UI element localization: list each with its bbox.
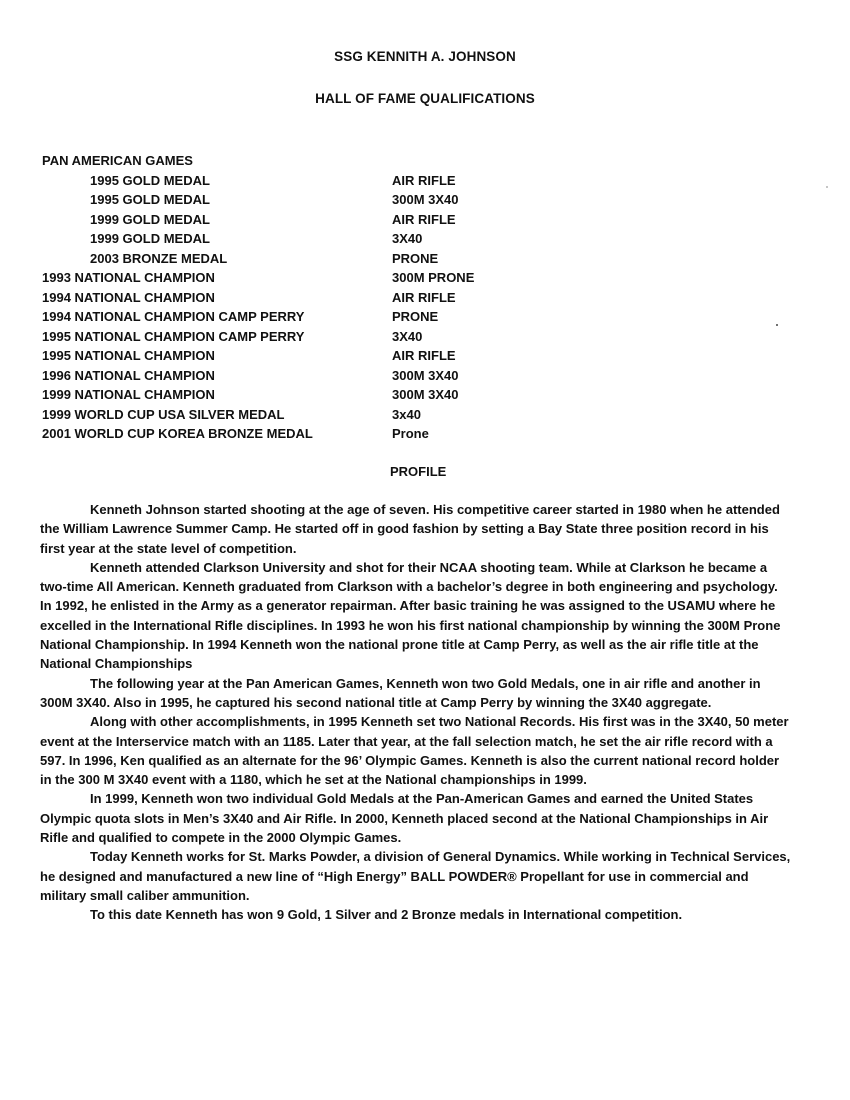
- qualification-event: 300M 3X40: [392, 387, 459, 402]
- qualification-row: [42, 288, 522, 308]
- qualification-row: [42, 327, 522, 347]
- profile-body: [40, 500, 792, 925]
- qualification-event: 3X40: [392, 328, 423, 344]
- qualification-event: 3x40: [392, 406, 421, 422]
- qualification-event: 300M PRONE: [392, 270, 475, 285]
- qualification-event: PRONE: [392, 250, 439, 266]
- scan-speck: [776, 324, 778, 326]
- profile-paragraph: The following year at the Pan American Games, Kenneth won two Gold Medals, one in air rifle and another in 300M 3X40. Also in 1995, he captured his second national title at Camp Perry by winning the 3X40 aggregate.: [40, 675, 761, 710]
- qualification-row: [42, 268, 522, 288]
- qualification-row: [42, 307, 522, 327]
- qualification-event: 300M 3X40: [392, 367, 459, 383]
- qualification-row: [42, 171, 522, 191]
- qualification-event: 300M 3X40: [392, 192, 459, 207]
- profile-paragraph: Kenneth attended Clarkson University and shot for their NCAA shooting team. While at Clarkson he became a two-time All American. Kenneth graduated from Clarkson with a bachelor’s degree in both engineering and psychology. In 1992, he enlisted in the Army as a generator repairman. After basic training he was assigned to the USAMU where he excelled in the International Rifle disciplines. In 1993 he won his first national championship by winning the 300M Prone National Championship. In 1994 Kenneth won the national prone title at Camp Perry, as well as the air rifle title at the National Championships: [40, 559, 781, 672]
- qualification-award: 2001 WORLD CUP KOREA BRONZE MEDAL: [42, 426, 313, 441]
- qualification-row: [42, 405, 522, 425]
- qualification-award: 1999 GOLD MEDAL: [90, 231, 210, 246]
- qualifications-list: [42, 151, 522, 444]
- page-subtitle: HALL OF FAME QUALIFICATIONS: [315, 91, 535, 106]
- qualification-event: AIR RIFLE: [392, 348, 456, 363]
- qualification-award: 1996 NATIONAL CHAMPION: [42, 367, 215, 383]
- qualification-event: 3X40: [392, 231, 423, 246]
- qualification-award: 1995 NATIONAL CHAMPION CAMP PERRY: [42, 328, 305, 344]
- qualification-row: [42, 366, 522, 386]
- qualification-award: 1999 NATIONAL CHAMPION: [42, 387, 215, 402]
- qualification-award: 2003 BRONZE MEDAL: [90, 250, 228, 266]
- qualification-event: AIR RIFLE: [392, 172, 456, 188]
- page-title: SSG KENNITH A. JOHNSON: [334, 49, 516, 64]
- profile-paragraph: In 1999, Kenneth won two individual Gold Medals at the Pan-American Games and earned the United States Olympic quota slots in Men’s 3X40 and Air Rifle. In 2000, Kenneth placed second at the National Championships in Air Rifle and qualified to compete in the 2000 Olympic Games.: [40, 791, 769, 846]
- qualification-row: [42, 229, 522, 249]
- qualification-event: Prone: [392, 426, 429, 441]
- qualifications-rows: [42, 171, 522, 444]
- qualification-award: 1995 NATIONAL CHAMPION: [42, 348, 215, 363]
- profile-paragraph: To this date Kenneth has won 9 Gold, 1 Silver and 2 Bronze medals in International competition.: [90, 907, 683, 923]
- qualification-row: [42, 210, 522, 230]
- qualification-event: PRONE: [392, 309, 439, 324]
- profile-paragraph: Today Kenneth works for St. Marks Powder, a division of General Dynamics. While working in Technical Services, he designed and manufactured a new line of “High Energy” BALL POWDER® Propellant for use in commercial and military small caliber ammunition.: [40, 849, 791, 903]
- profile-paragraph: Kenneth Johnson started shooting at the age of seven. His competitive career started in 1980 when he attended the William Lawrence Summer Camp. He started off in good fashion by setting a Bay State three position record in his first year at the state level of competition.: [40, 502, 780, 556]
- qualification-award: 1999 GOLD MEDAL: [90, 211, 210, 227]
- scan-speck: [826, 186, 828, 188]
- qualification-award: 1994 NATIONAL CHAMPION: [42, 289, 215, 305]
- qualification-award: 1995 GOLD MEDAL: [90, 192, 210, 207]
- qualification-row: [42, 346, 522, 366]
- qualification-row: [42, 424, 522, 444]
- qualification-award: 1994 NATIONAL CHAMPION CAMP PERRY: [42, 309, 305, 324]
- qualifications-heading: PAN AMERICAN GAMES: [42, 153, 193, 168]
- qualification-row: [42, 190, 522, 210]
- qualification-event: AIR RIFLE: [392, 211, 456, 227]
- profile-heading: PROFILE: [390, 464, 447, 479]
- qualification-award: 1999 WORLD CUP USA SILVER MEDAL: [42, 406, 285, 422]
- profile-paragraph: Along with other accomplishments, in 1995 Kenneth set two National Records. His first was in the 3X40, 50 meter event at the Interservice match with an 1185. Later that year, at the fall selection match, he set the air rifle record with a 597. In 1996, Ken qualified as an alternate for the 96’ Olympic Games. Kenneth is also the current national record holder in the 300 M 3X40 event with a 1180, which he set at the National championships in 1999.: [40, 714, 789, 788]
- qualification-row: [42, 385, 522, 405]
- qualification-award: 1993 NATIONAL CHAMPION: [42, 270, 215, 285]
- qualification-award: 1995 GOLD MEDAL: [90, 172, 210, 188]
- qualification-event: AIR RIFLE: [392, 289, 456, 305]
- qualification-row: [42, 249, 522, 269]
